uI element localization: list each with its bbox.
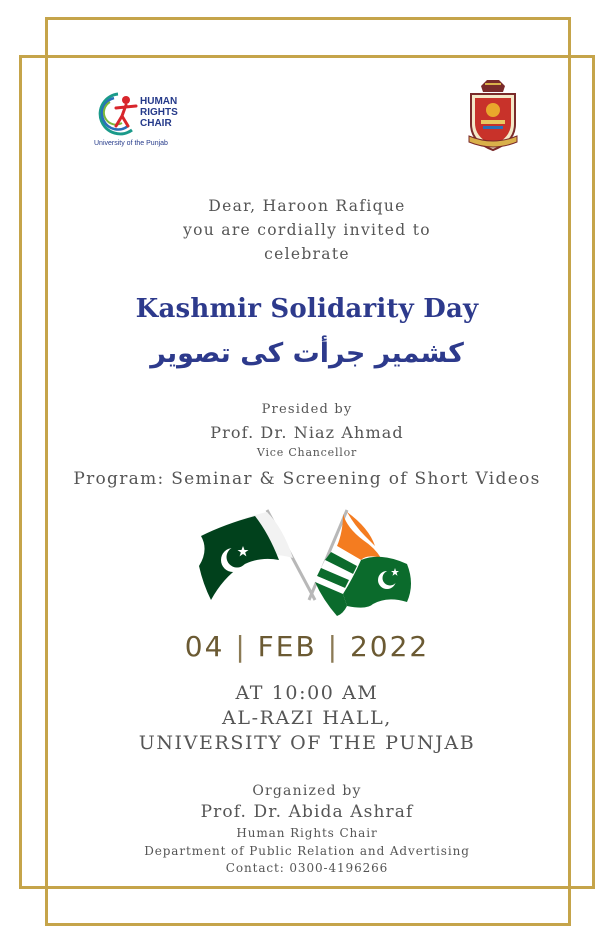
venue-hall: AL-RAZI HALL, [222,707,392,729]
organizer-name: Prof. Dr. Abida Ashraf [200,802,414,822]
presided-label: Presided by [261,402,353,417]
human-rights-chair-logo [92,86,202,152]
greeting-line-2: you are cordially invited to [183,221,431,239]
pakistan-flag-icon [199,512,293,600]
presider-name: Prof. Dr. Niaz Ahmad [210,423,404,442]
organizer-chair: Human Rights Chair [236,826,378,840]
presider-designation: Vice Chancellor [256,446,358,459]
organizer-department: Department of Public Relation and Advertising [144,844,470,858]
organizer-contact: Contact: 0300-4196266 [225,861,389,875]
event-time: AT 10:00 AM [235,682,379,704]
event-title: Kashmir Solidarity Day [135,294,479,324]
venue [0,681,614,756]
organized-label: Organized by [252,783,362,799]
date-separator: | [327,630,340,663]
greeting-line-1: Dear, Haroon Rafique [208,197,406,215]
event-date [0,630,614,663]
date-year: 2022 [349,630,430,663]
azad-kashmir-flag-icon [315,512,411,616]
crossed-flags [197,506,419,628]
greeting [0,194,614,266]
university-crest-icon [467,80,519,152]
program-description: Program: Seminar & Screening of Short Videos [73,469,541,489]
date-month: FEB [257,630,317,663]
greeting-line-3: celebrate [264,245,350,263]
human-rights-chair-wordmark: HUMAN RIGHTS CHAIR [140,96,178,129]
event-title-urdu: کشمیر جرأت کی تصویر [150,338,464,369]
date-separator: | [235,630,247,663]
date-day: 04 [184,630,225,663]
human-rights-chair-icon [92,86,142,142]
logo-subtitle: University of the Punjab [94,140,168,147]
venue-university: UNIVERSITY OF THE PUNJAB [138,732,476,754]
